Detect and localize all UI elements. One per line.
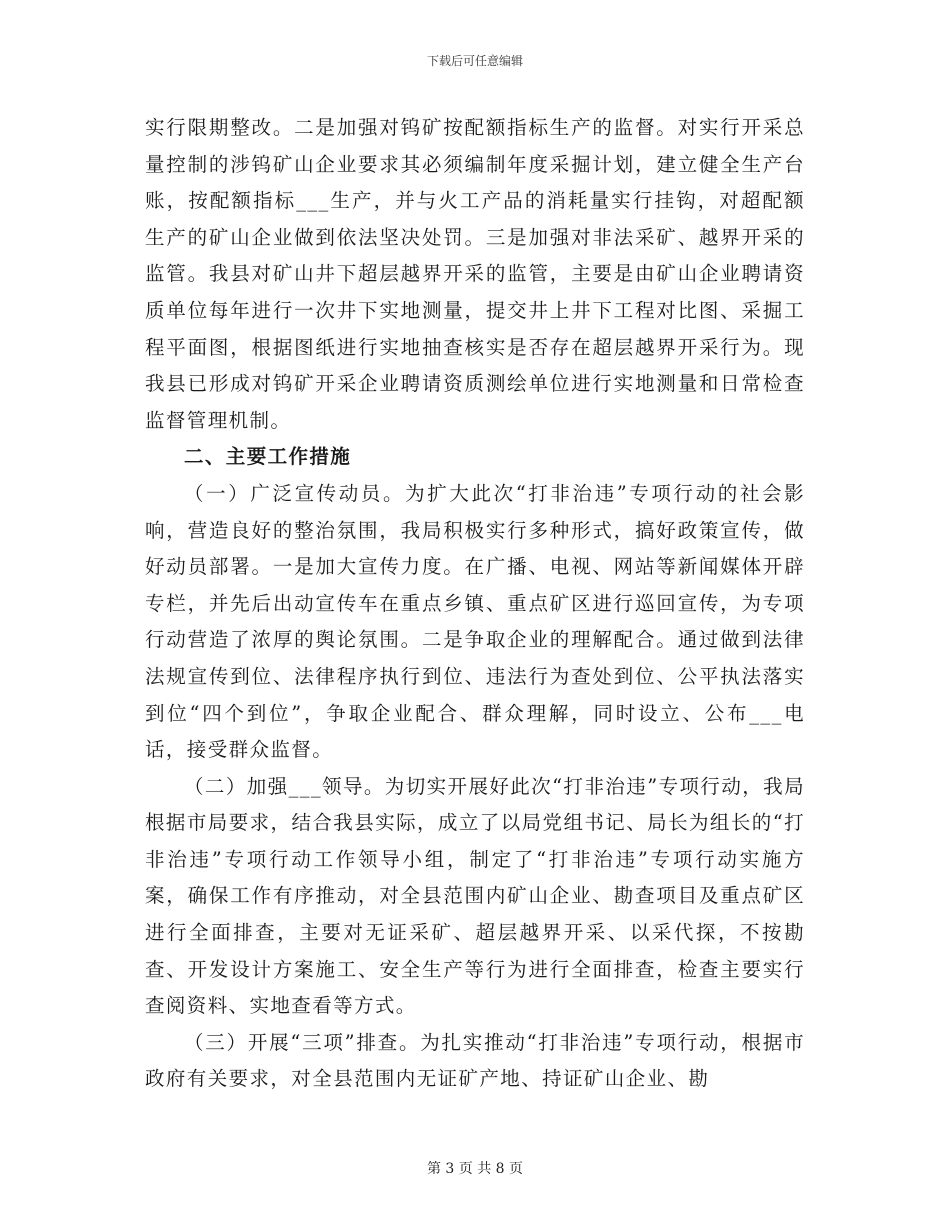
- page-header: 下载后可任意编辑: [426, 54, 523, 68]
- section-heading: 二、主要工作措施: [184, 445, 352, 469]
- paragraph-continued: 实行限期整改。二是加强对钨矿按配额指标生产的监督。对实行开采总量控制的涉钨矿山企业要求其必须编制年度采掘计划，建立健全生产台账，按配额指标___生产，并与火工产品的消耗量实行挂钩，对超配额生产的矿山企业做到依法坚决处罚。三是加强对非法采矿、越界开采的监管。我县对矿山井下超层越界开采的监管，主要是由矿山企业聘请资质单位每年进行一次井下实地测量，提交井上井下工程对比图、采掘工程平面图，根据图纸进行实地抽查核实是否存在超层越界开采行为。现我县已形成对钨矿开采企业聘请资质测绘单位进行实地测量和日常检查监督管理机制。: [145, 116, 805, 432]
- paragraph-inspection: （三）开展“三项”排查。为扎实推动“打非治违”专项行动，根据市政府有关要求，对全县范围内无证矿产地、持证矿山企业、勘: [145, 1030, 805, 1091]
- page-number: 第 3 页 共 8 页: [426, 1161, 524, 1177]
- paragraph-publicity: （一）广泛宣传动员。为扩大此次“打非治违”专项行动的社会影响，营造良好的整治氛围，我局积极实行多种形式，搞好政策宣传，做好动员部署。一是加大宣传力度。在广播、电视、网站等新闻媒体开辟专栏，并先后出动宣传车在重点乡镇、重点矿区进行巡回宣传，为专项行动营造了浓厚的舆论氛围。二是争取企业的理解配合。通过做到法律法规宣传到位、法律程序执行到位、违法行为查处到位、公平执法落实到位“四个到位”，争取企业配合、群众理解，同时设立、公布___电话，接受群众监督。: [145, 481, 805, 762]
- paragraph-leadership: （二）加强___领导。为切实开展好此次“打非治违”专项行动，我局根据市局要求，结合我县实际，成立了以局党组书记、局长为组长的“打非治违”专项行动工作领导小组，制定了“打非治违”专项行动实施方案，确保工作有序推动，对全县范围内矿山企业、勘查项目及重点矿区进行全面排查，主要对无证采矿、超层越界开采、以采代探，不按勘查、开发设计方案施工、安全生产等行为进行全面排查，检查主要实行查阅资料、实地查看等方式。: [145, 774, 805, 1018]
- document-body: [145, 110, 805, 1098]
